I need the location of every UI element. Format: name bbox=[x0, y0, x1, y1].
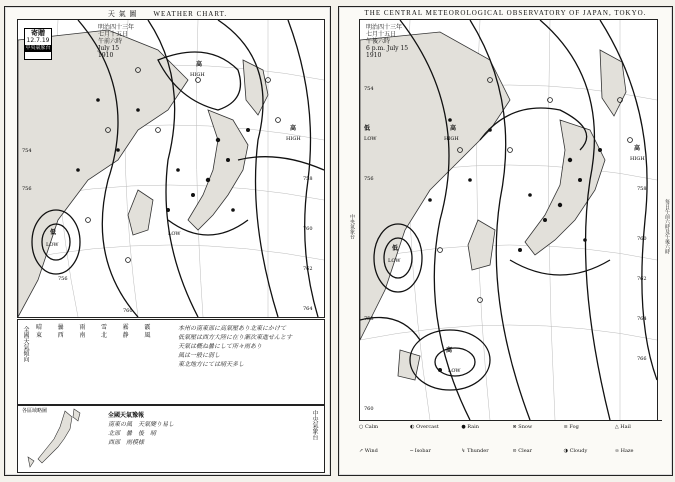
right-date-line-4: 6 p.m. July 15 bbox=[366, 45, 409, 52]
left-isobar-754: 754 bbox=[22, 148, 32, 154]
legend-item: 曇 bbox=[57, 324, 64, 331]
right-isobar-762: 762 bbox=[637, 276, 647, 282]
left-date-line-1: 明治四十三年 bbox=[98, 24, 135, 31]
left-date-line-4: July 15 bbox=[98, 45, 120, 52]
left-isobar-760: 760 bbox=[303, 226, 313, 232]
left-isobar-756b: 756 bbox=[58, 276, 68, 282]
legend-entry: △ Hail bbox=[614, 424, 631, 430]
left-weather-map bbox=[17, 19, 325, 318]
right-high-label-2: HIGH bbox=[444, 136, 459, 142]
forecast-line: 西部 雨模様 bbox=[108, 439, 145, 446]
note-line: 東北地方にては晴天多し bbox=[178, 361, 245, 368]
legend-item: 西 bbox=[57, 332, 64, 339]
right-isobar-754: 754 bbox=[364, 86, 374, 92]
right-low-label-1: 低 bbox=[392, 245, 399, 252]
forecast-line: 北部 曇 後 晴 bbox=[108, 430, 157, 437]
right-date-block bbox=[366, 24, 408, 59]
legend-entry: ─ Isobar bbox=[410, 448, 431, 454]
left-low-label-2: LOW bbox=[46, 242, 59, 248]
left-high-label-1: 高 bbox=[196, 61, 203, 68]
weather-chart-morning-sheet bbox=[4, 6, 331, 476]
right-isobar-756: 756 bbox=[364, 176, 374, 182]
right-date-line-5: 1910 bbox=[366, 52, 382, 59]
legend-item: 静 bbox=[122, 332, 129, 339]
right-symbol-legend bbox=[359, 420, 662, 471]
legend-item: 雪 bbox=[100, 324, 107, 331]
right-high-label-4: HIGH bbox=[630, 156, 645, 162]
legend-entry: ⊗ Snow bbox=[512, 424, 533, 430]
legend-entry: ↯ Thunder bbox=[461, 448, 489, 454]
left-high-label-3: 高 bbox=[290, 125, 297, 132]
right-isobar-760b: 760 bbox=[364, 406, 374, 412]
right-low-label-4: LOW bbox=[364, 136, 377, 142]
forecast-line: 南東の風 天氣變り易し bbox=[108, 421, 175, 428]
legend-item: 北 bbox=[100, 332, 107, 339]
legend-item: 雨 bbox=[79, 324, 86, 331]
weather-chart-evening-sheet bbox=[338, 6, 673, 476]
forecast-title: 全國天氣豫報 bbox=[108, 412, 145, 419]
note-line: 低氣壓は西方大陸に在り漸次東進せんとす bbox=[178, 334, 293, 341]
left-isobar-758: 758 bbox=[303, 176, 313, 182]
right-high-label-3: 高 bbox=[634, 145, 641, 152]
left-isobar-764: 764 bbox=[303, 306, 313, 312]
legend-item: 風 bbox=[144, 332, 151, 339]
right-low-label-2: LOW bbox=[388, 258, 401, 264]
right-high-label-5: 高 bbox=[446, 347, 453, 354]
legend-entry: ● Rain bbox=[461, 424, 479, 430]
left-isobar-756: 756 bbox=[22, 186, 32, 192]
right-low-label-5: LOW bbox=[448, 368, 461, 374]
notes-vertical-label: 中央氣象台 bbox=[311, 410, 318, 440]
legend-vertical-title: 全國天氣傾向 bbox=[22, 326, 29, 362]
small-map-caption: 各區域略圖 bbox=[22, 408, 48, 414]
legend-item: 東 bbox=[36, 332, 43, 339]
stamp-line1: 寄贈 bbox=[31, 29, 45, 37]
legend-entry: ◑ Cloudy bbox=[563, 448, 588, 454]
note-line: 本州の南東部に高氣壓あり北東にかけて bbox=[178, 325, 287, 332]
left-isobar-760b: 760 bbox=[123, 308, 133, 314]
right-isobar-760: 760 bbox=[637, 236, 647, 242]
receipt-stamp bbox=[24, 28, 52, 60]
right-map-svg bbox=[360, 20, 657, 420]
legend-entry: ◐ Overcast bbox=[410, 424, 439, 430]
left-sheet-title: 天 氣 圖 WEATHER CHART. bbox=[107, 10, 228, 18]
right-date-line-2: 七月十五日 bbox=[366, 31, 397, 38]
note-line: 天氣は概ね曇にして所々雨あり bbox=[178, 343, 263, 350]
right-weather-map bbox=[359, 19, 658, 421]
legend-item: 霰 bbox=[144, 324, 151, 331]
right-side-text-left: 中央氣象台 bbox=[349, 213, 355, 239]
small-region-map bbox=[20, 407, 90, 471]
left-date-block bbox=[98, 24, 134, 59]
left-high-label-2: HIGH bbox=[190, 72, 205, 78]
right-isobar-764: 764 bbox=[637, 316, 647, 322]
legend-entry: ⊙ Clear bbox=[512, 448, 533, 454]
left-low-label-1: 低 bbox=[50, 229, 57, 236]
right-side-text-right: 每日午前六時及午後六時 bbox=[664, 198, 670, 254]
note-line: 風は一般に弱し bbox=[178, 352, 221, 359]
stamp-line3: 中央氣象台 bbox=[25, 45, 51, 51]
right-isobar-758b: 758 bbox=[364, 316, 374, 322]
legend-entry: ○ Calm bbox=[359, 424, 379, 430]
left-low-label-3: LOW bbox=[168, 231, 181, 237]
left-forecast-panel bbox=[17, 405, 325, 473]
legend-item: 霧 bbox=[122, 324, 129, 331]
left-date-line-3: 午前六時 bbox=[98, 38, 123, 45]
left-legend-panel bbox=[17, 319, 325, 405]
legend-item: 晴 bbox=[36, 324, 43, 331]
left-high-label-4: HIGH bbox=[286, 136, 301, 142]
legend-entry: ↗ Wind bbox=[359, 448, 378, 454]
stamp-date: 12.7.19 bbox=[26, 37, 50, 44]
weather-symbol-legend bbox=[36, 324, 166, 340]
right-high-label-1: 高 bbox=[450, 125, 457, 132]
right-sheet-title: THE CENTRAL METEOROLOGICAL OBSERVATORY OF JAPAN, TOKYO. bbox=[364, 9, 647, 17]
right-date-line-3: 午後六時 bbox=[366, 38, 391, 45]
left-map-svg bbox=[18, 20, 324, 317]
right-date-line-1: 明治四十三年 bbox=[366, 24, 403, 31]
legend-item: 南 bbox=[79, 332, 86, 339]
forecast-lines bbox=[108, 420, 228, 447]
right-low-label-3: 低 bbox=[364, 125, 371, 132]
weather-notes bbox=[178, 324, 320, 369]
left-date-line-2: 七月十五日 bbox=[98, 31, 129, 38]
legend-entry: ≡ Fog bbox=[563, 424, 579, 430]
left-isobar-762: 762 bbox=[303, 266, 313, 272]
legend-entry: ∞ Haze bbox=[614, 448, 634, 454]
right-isobar-766: 766 bbox=[637, 356, 647, 362]
right-isobar-758: 758 bbox=[637, 186, 647, 192]
left-date-line-5: 1910 bbox=[98, 52, 114, 59]
